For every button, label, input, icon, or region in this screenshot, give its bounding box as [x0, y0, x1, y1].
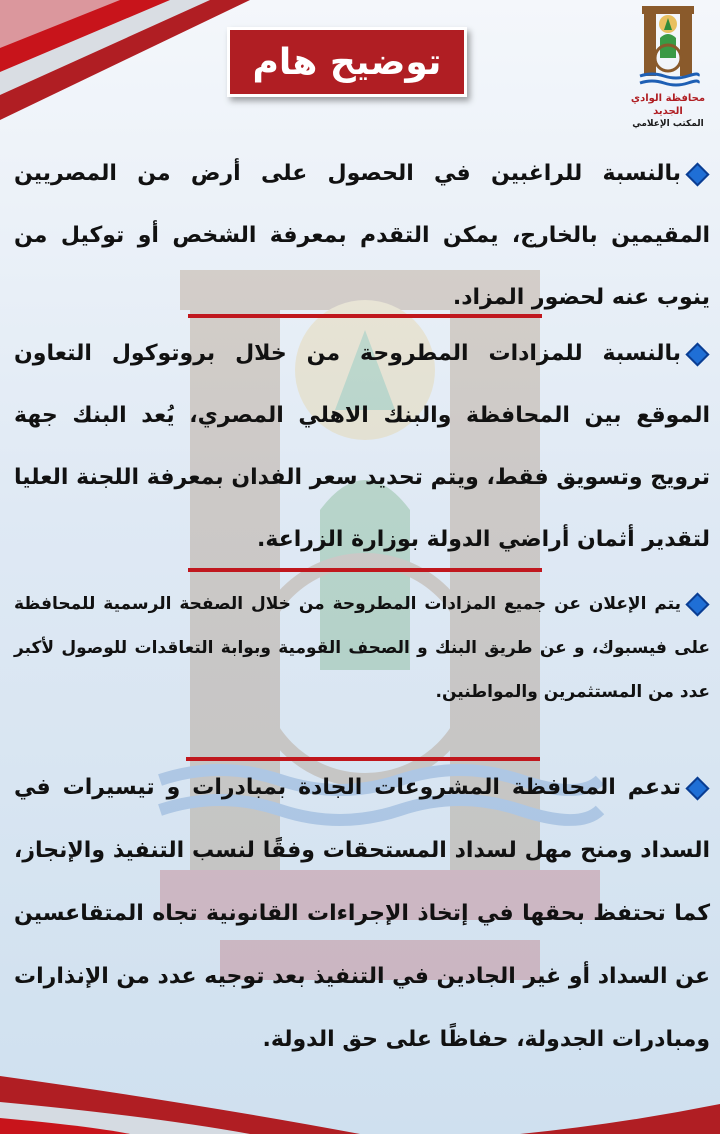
logo-governorate-name: محافظة الوادي الجديد: [630, 93, 706, 117]
title-banner: [227, 27, 467, 97]
blue-diamond-icon: [685, 592, 709, 616]
governorate-logo: [618, 4, 718, 130]
divider: [188, 568, 542, 572]
logo-office-name: المكتب الإعلامي: [632, 119, 704, 129]
page-title: توضيح هام: [252, 41, 442, 83]
blue-diamond-icon: [685, 162, 709, 186]
notice-paragraph-1: [14, 143, 710, 329]
divider: [188, 314, 542, 318]
governorate-emblem-icon: [636, 4, 700, 92]
paragraph-text: بالنسبة للمزادات المطروحة من خلال بروتوكول التعاون الموقع بين المحافظة والبنك الاهلي المصري، يُعد البنك جهة ترويج وتسويق فقط، ويتم تحديد سعر الفدان بمعرفة اللجنة العليا لتقدير أثمان أراضي الدولة بوزارة الزراعة.: [14, 341, 710, 552]
notice-paragraph-2: [14, 323, 710, 571]
paragraph-text: بالنسبة للراغبين في الحصول على أرض من المصريين المقيمين بالخارج، يمكن التقدم بمعرفة الشخص أو توكيل من ينوب عنه لحضور المزاد.: [14, 161, 710, 310]
paragraph-text: يتم الإعلان عن جميع المزادات المطروحة من خلال الصفحة الرسمية للمحافظة على فيسبوك، و عن طريق البنك و الصحف القومية وبوابة التعاقدات للوصول لأكبر عدد من المستثمرين والمواطنين.: [14, 594, 710, 702]
notice-paragraph-4: [14, 756, 710, 1071]
blue-diamond-icon: [685, 342, 709, 366]
notice-paragraph-3: [14, 582, 710, 714]
paragraph-text: تدعم المحافظة المشروعات الجادة بمبادرات و تيسيرات في السداد ومنح مهل لسداد المستحقات وفقًا لنسب التنفيذ والإنجاز، كما تحتفظ بحقها في إتخاذ الإجراءات القانونية تجاه المتقاعسين عن السداد أو غير الجادين في التنفيذ بعد توجيه عدد من الإنذارات ومبادرات الجدولة، حفاظًا على حق الدولة.: [14, 775, 710, 1052]
blue-diamond-icon: [685, 776, 709, 800]
